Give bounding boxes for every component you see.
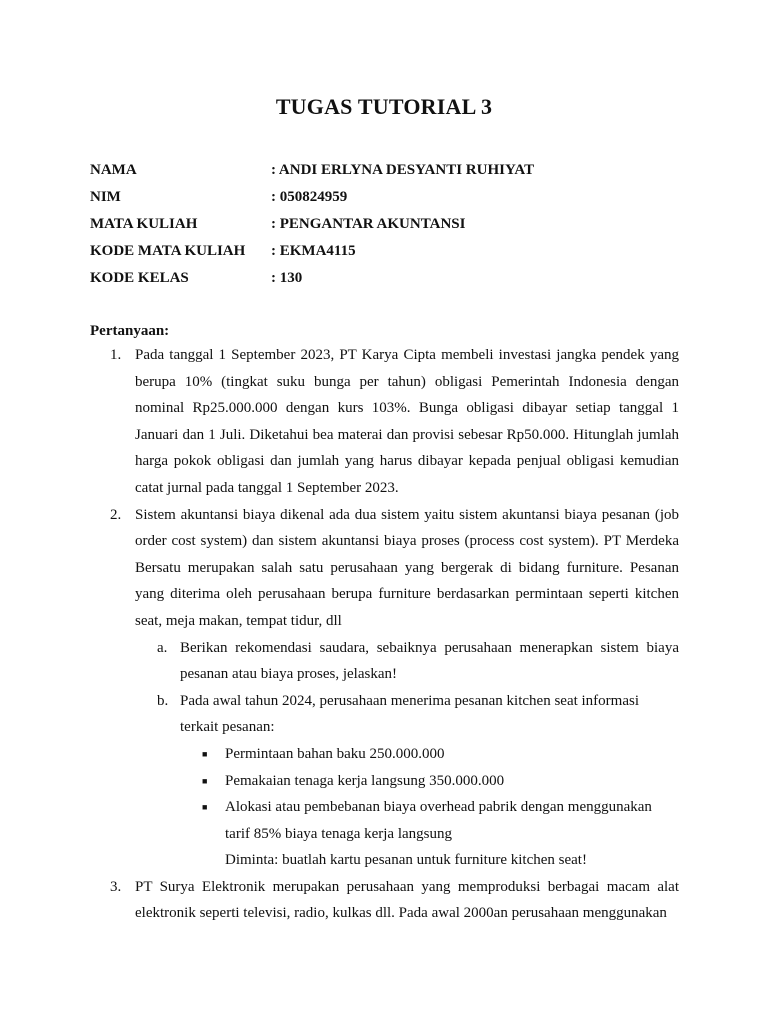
- info-label: KODE MATA KULIAH: [90, 243, 246, 259]
- info-value: : PENGANTAR AKUNTANSI: [271, 216, 466, 232]
- sub-question-b: [135, 688, 679, 874]
- question-item-1: [90, 342, 679, 502]
- info-row-nim: [90, 184, 534, 211]
- bullet-item: [180, 741, 679, 768]
- bullet-text: Pemakaian tenaga kerja langsung 350.000.000: [225, 772, 505, 789]
- info-row-mata-kuliah: [90, 211, 534, 238]
- question-number: 1.: [110, 347, 122, 363]
- bullet-text: Alokasi atau pembebanan biaya overhead pabrik dengan menggunakan tarif 85% biaya tenaga kerja langsung: [225, 799, 652, 842]
- sub-question-body: [180, 688, 679, 874]
- info-value: : 050824959: [271, 189, 348, 205]
- question-text: Pada tanggal 1 September 2023, PT Karya Cipta membeli investasi jangka pendek yang berupa 10% (tingkat suku bunga per tahun) obligasi Pemerintah Indonesia dengan nominal Rp25.000.000 dengan kurs 103%. Bunga obligasi dibayar setiap tanggal 1 Januari dan 1 Juli. Diketahui bea materai dan provisi sebesar Rp50.000. Hitunglah jumlah harga pokok obligasi dan jumlah yang harus dibayar kepada penjual obligasi kemudian catat jurnal pada tanggal 1 September 2023.: [135, 347, 679, 496]
- document-title: TUGAS TUTORIAL 3: [275, 94, 493, 119]
- questions-list: [90, 342, 679, 927]
- square-bullet-icon: ■: [202, 802, 208, 813]
- sub-question-list: [135, 635, 679, 874]
- sub-question-letter: b.: [157, 692, 169, 709]
- info-label: NAMA: [90, 162, 137, 178]
- square-bullet-icon: ■: [202, 748, 208, 759]
- info-value: : 130: [271, 270, 303, 286]
- task-note: Diminta: buatlah kartu pesanan untuk furniture kitchen seat!: [225, 852, 587, 869]
- bullet-text: Permintaan bahan baku 250.000.000: [225, 745, 445, 762]
- info-label: NIM: [90, 189, 121, 205]
- sub-question-text: Berikan rekomendasi saudara, sebaiknya perusahaan menerapkan sistem biaya pesanan atau biaya proses, jelaskan!: [180, 639, 679, 683]
- info-label: MATA KULIAH: [90, 216, 198, 232]
- square-bullet-icon: ■: [202, 775, 208, 786]
- question-item-3: [90, 874, 679, 927]
- question-text: Sistem akuntansi biaya dikenal ada dua sistem yaitu sistem akuntansi biaya pesanan (job order cost system) dan sistem akuntansi biaya proses (process cost system). PT Merdeka Bersatu merupakan salah satu perusahaan yang bergerak di bidang furniture. Pesanan yang diterima oleh perusahaan berupa furniture berdasarkan permintaan seperti kitchen seat, meja makan, tempat tidur, dll: [135, 506, 679, 629]
- info-value: : ANDI ERLYNA DESYANTI RUHIYAT: [271, 162, 535, 178]
- question-text: PT Surya Elektronik merupakan perusahaan yang memproduksi berbagai macam alat elektronik seperti televisi, radio, kulkas dll. Pada awal 2000an perusahaan menggunakan: [135, 878, 679, 922]
- questions-heading: Pertanyaan:: [90, 323, 170, 339]
- sub-question-letter: a.: [157, 639, 168, 656]
- question-number: 3.: [110, 878, 122, 895]
- question-body: [135, 502, 679, 874]
- info-value: : EKMA4115: [271, 243, 356, 259]
- sub-question-a: [135, 635, 679, 688]
- bullet-item: [180, 794, 679, 847]
- sub-question-text: Pada awal tahun 2024, perusahaan menerima pesanan kitchen seat informasi terkait pesanan:: [180, 692, 640, 736]
- student-info: [90, 157, 534, 292]
- info-row-nama: [90, 157, 534, 184]
- question-item-2: [90, 502, 679, 874]
- bullet-item: [180, 768, 679, 795]
- info-label: KODE KELAS: [90, 270, 189, 286]
- question-number: 2.: [110, 506, 122, 523]
- info-row-kode-mata-kuliah: [90, 238, 534, 265]
- info-row-kode-kelas: [90, 265, 534, 292]
